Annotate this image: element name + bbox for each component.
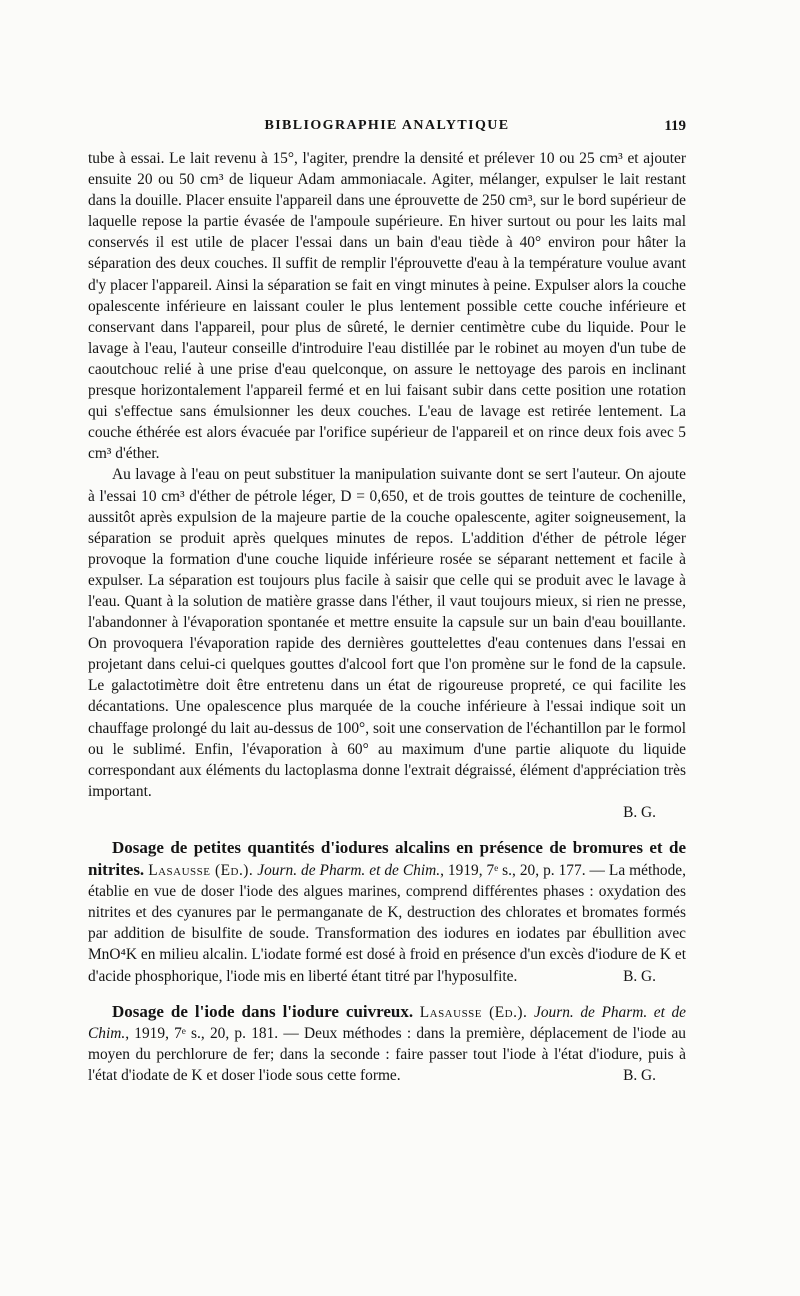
- page-number: 119: [664, 118, 686, 134]
- article-iodure-cuivreux: [88, 1001, 686, 1086]
- signature: B. G.: [623, 967, 656, 985]
- article-text: Deux méthodes : dans la première, déplacement de l'iode au moyen du perchlorure de fer; dans la seconde : faire passer tout l'iode à l'état d'iodure, puis à l'état d'iodate de K et doser l'iode sous cette forme.: [88, 1024, 686, 1084]
- page-body: [88, 148, 686, 1086]
- running-head: BIBLIOGRAPHIE ANALYTIQUE: [264, 118, 510, 133]
- signature: B. G.: [623, 1066, 656, 1084]
- article-title: Dosage de l'iode dans l'iodure cuivreux.: [112, 1001, 414, 1021]
- article-title: Dosage de petites quantités d'iodures alcalins en présence de bromures et de nitrites.: [88, 838, 686, 880]
- article-text: La méthode, établie en vue de doser l'iode des algues marines, comprend différentes phases : oxydation des nitrites et des cyanures par le permanganate de K, destruction des chlorates et bromates formés par addition de bisulfite de soude. Transformation des iodures en iodates par ébullition avec MnO⁴K en milieu alcalin. L'iodate formé est dosé à froid en présence d'un excès d'iodure de K et d'acide phosphorique, l'iode mis en liberté étant titré par l'hyposulfite.: [88, 862, 686, 985]
- continuation-paragraph-1: tube à essai. Le lait revenu à 15°, l'agiter, prendre la densité et prélever 10 ou 25 cm³ et ajouter ensuite 20 ou 50 cm³ de liqueur Adam ammoniacale. Agiter, mélanger, expulser le lait restant dans la douille. Placer ensuite l'appareil dans une éprouvette de 250 cm³, sur le bord supérieur de laquelle repose la partie évasée de l'ampoule supérieure. En hiver surtout ou pour les laits mal conservés il est utile de placer l'essai dans un bain d'eau tiède à 40° environ pour hâter la séparation des deux couches. Il suffit de remplir l'éprouvette d'eau à la température voulue avant d'y placer l'appareil. Ainsi la séparation se fait en vingt minutes à peine. Expulser alors la couche opalescente inférieure en laissant couler le plus lentement possible cette couche inférieure et conservant dans l'appareil, pour plus de sûreté, le dernier centimètre cube du liquide. Pour le lavage à l'eau, l'auteur conseille d'introduire l'eau distillée par le robinet au moyen d'un tube de caoutchouc relié à une prise d'eau quelconque, on assure le nettoyage des parois en inclinant presque horizontalement l'appareil fermé et en lui faisant subir dans cette position une rotation qui s'effectue sans émulsionner les deux couches. L'eau de lavage est retirée lentement. La couche éthérée est alors évacuée par l'orifice supérieur de l'appareil et on rince deux fois avec 5 cm³ d'éther.: [88, 150, 686, 463]
- signature: B. G.: [623, 803, 656, 821]
- article-author: Lasausse (Ed.).: [148, 862, 254, 880]
- continuation-paragraph-2: Au lavage à l'eau on peut substituer la manipulation suivante dont se sert l'auteur. On ajoute à l'essai 10 cm³ d'éther de pétrole léger, D = 0,650, et de trois gouttes de teinture de cochenille, aussitôt après expulsion de la majeure partie de la couche opalescente, agiter soigneusement, la séparation se produit après quelques minutes de repos. L'addition d'éther de pétrole léger provoque la formation d'une couche liquide inférieure rosée se séparant nettement et facile à expulser. La séparation est toujours plus facile à saisir que celle qui se produit avec le lavage à l'eau. Quant à la solution de matière grasse dans l'éther, il vaut toujours mieux, si rien ne presse, l'abandonner à l'évaporation spontanée et mettre ensuite la capsule sur un bain d'eau bouillante. On provoquera l'évaporation rapide des dernières gouttelettes d'eau contenues dans l'essai en projetant dans celui-ci quelques gouttes d'alcool fort que l'on promène sur le fond de la capsule. Le galactotimètre doit être entretenu dans un état de rigoureuse propreté, ce qui facilite les décantations. Une opalescence plus marquée de la couche inférieure à l'essai indique soit un chauffage prolongé du lait au-dessus de 100°, soit une conservation de l'échantillon par le formol ou le sublimé. Enfin, l'évaporation à 60° au maximum d'une partie aliquote du liquide correspondant aux éléments du lactoplasma donne l'extrait dégraissé, élément d'appréciation très important.: [88, 466, 686, 800]
- article-iodures: [88, 837, 686, 987]
- article-citation: , 1919, 7ᵉ s., 20, p. 181. —: [125, 1024, 305, 1042]
- article-author: Lasausse (Ed.).: [419, 1003, 528, 1021]
- page-header: [88, 118, 686, 140]
- article-journal: Journ. de Pharm. et de Chim.: [88, 1003, 686, 1042]
- article-journal: Journ. de Pharm. et de Chim.: [257, 862, 441, 880]
- article-citation: , 1919, 7ᵉ s., 20, p. 177. —: [440, 862, 609, 880]
